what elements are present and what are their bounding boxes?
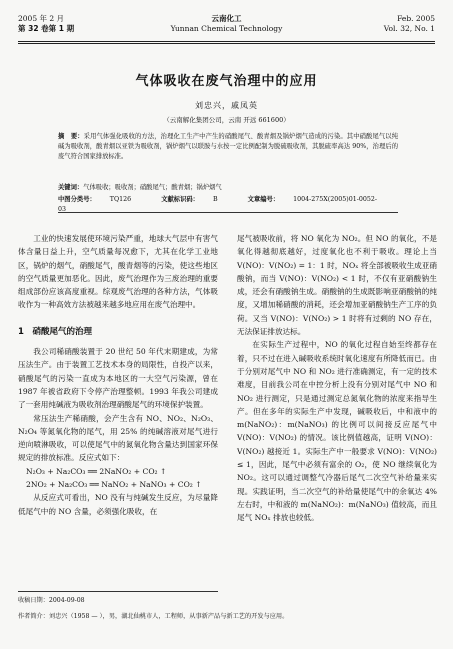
article-affiliation: （云南解化集团公司，云南 开远 661600） bbox=[163, 116, 290, 124]
header-rule bbox=[18, 41, 435, 42]
article-no-label: 文章编号： bbox=[247, 196, 280, 203]
received-date: 收稿日期：2004-09-08 bbox=[18, 597, 85, 604]
article-authors: 刘忠兴，戚凤英 bbox=[195, 101, 258, 110]
abstract-text: 采用气体强化吸收的方法，治理化工生产中产生的硝酸尾气、酸青烟及锅炉烟气造成的污染。其中硝酸尾气以纯碱为吸收剂，酸青烟以亚铁为吸收剂，锅炉烟气以联胺与水按一定比例配制为脱硫吸收剂，其脱硫率高达 90%，治理后的废气符合国家排放标准。 bbox=[58, 133, 399, 160]
header-volume-en: Vol. 32, No. 1 bbox=[383, 24, 435, 33]
abstract-label: 摘 要： bbox=[58, 133, 84, 140]
section-heading bbox=[18, 326, 218, 339]
doc-code-label: 文献标识码： bbox=[161, 196, 199, 203]
header-right bbox=[384, 14, 435, 34]
doc-code-value: B bbox=[212, 196, 218, 203]
section-title: 硝酸尾气的治理 bbox=[32, 326, 92, 337]
abstract-rule bbox=[58, 212, 398, 213]
clc-value: TQ126 bbox=[109, 196, 132, 203]
header-date: 2005 年 2 月 bbox=[18, 14, 65, 23]
clc-label: 中图分类号： bbox=[58, 196, 96, 203]
header-date-en: Feb. 2005 bbox=[397, 14, 435, 23]
equation: 2NO₂ + Na₂CO₃ ══ NaNO₂ + NaNO₃ + CO₂ ↑ bbox=[26, 480, 202, 490]
running-header bbox=[18, 14, 435, 40]
author-bio: 作者简介：刘忠兴（1958 — ），男，湖北仙桃市人，工程师，从事新产品与新工艺的开发与应用。 bbox=[18, 613, 289, 620]
body-paragraph: 在实际生产过程中，NO 的氧化过程自始至终都存在着，只不过在进入碱吸收系统时氧化速度有所降低而已。由于分别对尾气中 NO 和 NO₂ 进行准确测定，有一定的技术难度，目前我公司在中控分析上没有分别对尾气中 NO 和 NO₂ 进行测定，只是通过测定总氮氧化物的浓度来指导生产。但在多年的实际生产中发现，碱吸收后，中和液中的 m(NaNO₂)：m(NaNO₃) 的比例可以间接反应尾气中 V(NO)：V(NO₂) 的情况。该比例值越高，证明 V(NO)：V(NO₂) 越接近 1。实际生产中一般要求 V(NO)：V(NO₂) ≤ 1，因此，尾气中必须有富余的 O₂，使 NO 继续氧化为 NO₂。这可以通过调整气冷器后尾气二次空气补给量来实现。实践证明，当二次空气的补给量使尾气中的余氧达 4% 左右时，中和液的 m(NaNO₂)：m(NaNO₃) 值较高，而且尾气 NOₓ 排放也较低。 bbox=[237, 340, 437, 523]
body-paragraph: 从反应式可看出，NO 没有与纯碱发生反应，为尽量降低尾气中的 NO 含量，必须强化吸收，在 bbox=[18, 493, 218, 516]
header-center bbox=[18, 14, 435, 34]
header-journal-cn: 云南化工 bbox=[211, 14, 242, 23]
abstract bbox=[58, 132, 398, 162]
article-no-value: 1004-275X(2005)01-0052-03 bbox=[58, 196, 377, 213]
section-number: 1 bbox=[18, 326, 24, 337]
header-volume: 第 32 卷第 1 期 bbox=[18, 24, 75, 33]
keywords bbox=[58, 183, 398, 193]
right-column bbox=[237, 232, 437, 525]
keywords-text: 气体吸收；吸收剂；硝酸尾气；酸青烟；锅炉烟气 bbox=[83, 184, 222, 191]
intro-paragraph: 工业的快速发展使环境污染严重，地球大气层中有害气体含量日益上升，空气质量每况愈下，尤其在化学工业地区，锅炉的烟气，硝酸尾气，酸青烟等的污染，使这些地区的空气质量更加恶化。因此，废气治理作为三废治理的重要组成部份应该高度重视。综观废气治理的各种方法，气体吸收作为一种高效方法被越来越多地应用在废气治理中。 bbox=[18, 234, 218, 310]
keywords-label: 关键词： bbox=[58, 184, 84, 191]
equation: N₂O₃ + Na₂CO₃ ══ 2NaNO₂ + CO₂ ↑ bbox=[26, 466, 167, 476]
header-journal-en: Yunnan Chemical Technology bbox=[170, 24, 283, 33]
left-column bbox=[18, 232, 218, 518]
body-paragraph: 我公司稀硝酸装置于 20 世纪 50 年代末期建成，为常压法生产。由于装置工艺技术本身的局限性，自投产以来，硝酸尾气的污染一直成为本地区的一大空气污染源，曾在 1987 年被省政府下令停产治理整顿。1993 年我公司建成了一套用纯碱液为吸收剂治理硝酸尾气的环境保护装置。 bbox=[18, 347, 218, 410]
article-title: 气体吸收在废气治理中的应用 bbox=[135, 74, 318, 89]
body-paragraph: 尾气被吸收前，将 NO 氧化为 NO₂。但 NO 的氧化，不是氧化得越彻底越好，过度氧化也不利于吸收。理论上当 V(NO)：V(NO₂) = 1：1 时，NOₓ 将全部被吸收生成亚硝酸钠，而当 V(NO)：V(NO₂) < 1 时，不仅有亚硝酸钠生成，还会有硝酸钠生成。硝酸钠的生成既影响亚硝酸钠的纯度，又增加稀硝酸的消耗，还会增加亚硝酸钠生产工序的负荷。又当 V(NO)：V(NO₂) > 1 时将有过剩的 NO 存在，无法保证排放达标。 bbox=[237, 234, 437, 337]
body-paragraph: 常压法生产稀硝酸，会产生含有 NO、NO₂、N₂O₃、N₂O₄ 等氮氧化物的尾气，用 25% 的纯碱溶液对尾气进行逆向喷淋吸收，可以使尾气中的氮氧化物含量达到国家环保规定的排放标准。反应式如下： bbox=[18, 413, 218, 463]
header-rule-thin bbox=[18, 43, 435, 44]
footnote-rule bbox=[18, 591, 218, 592]
